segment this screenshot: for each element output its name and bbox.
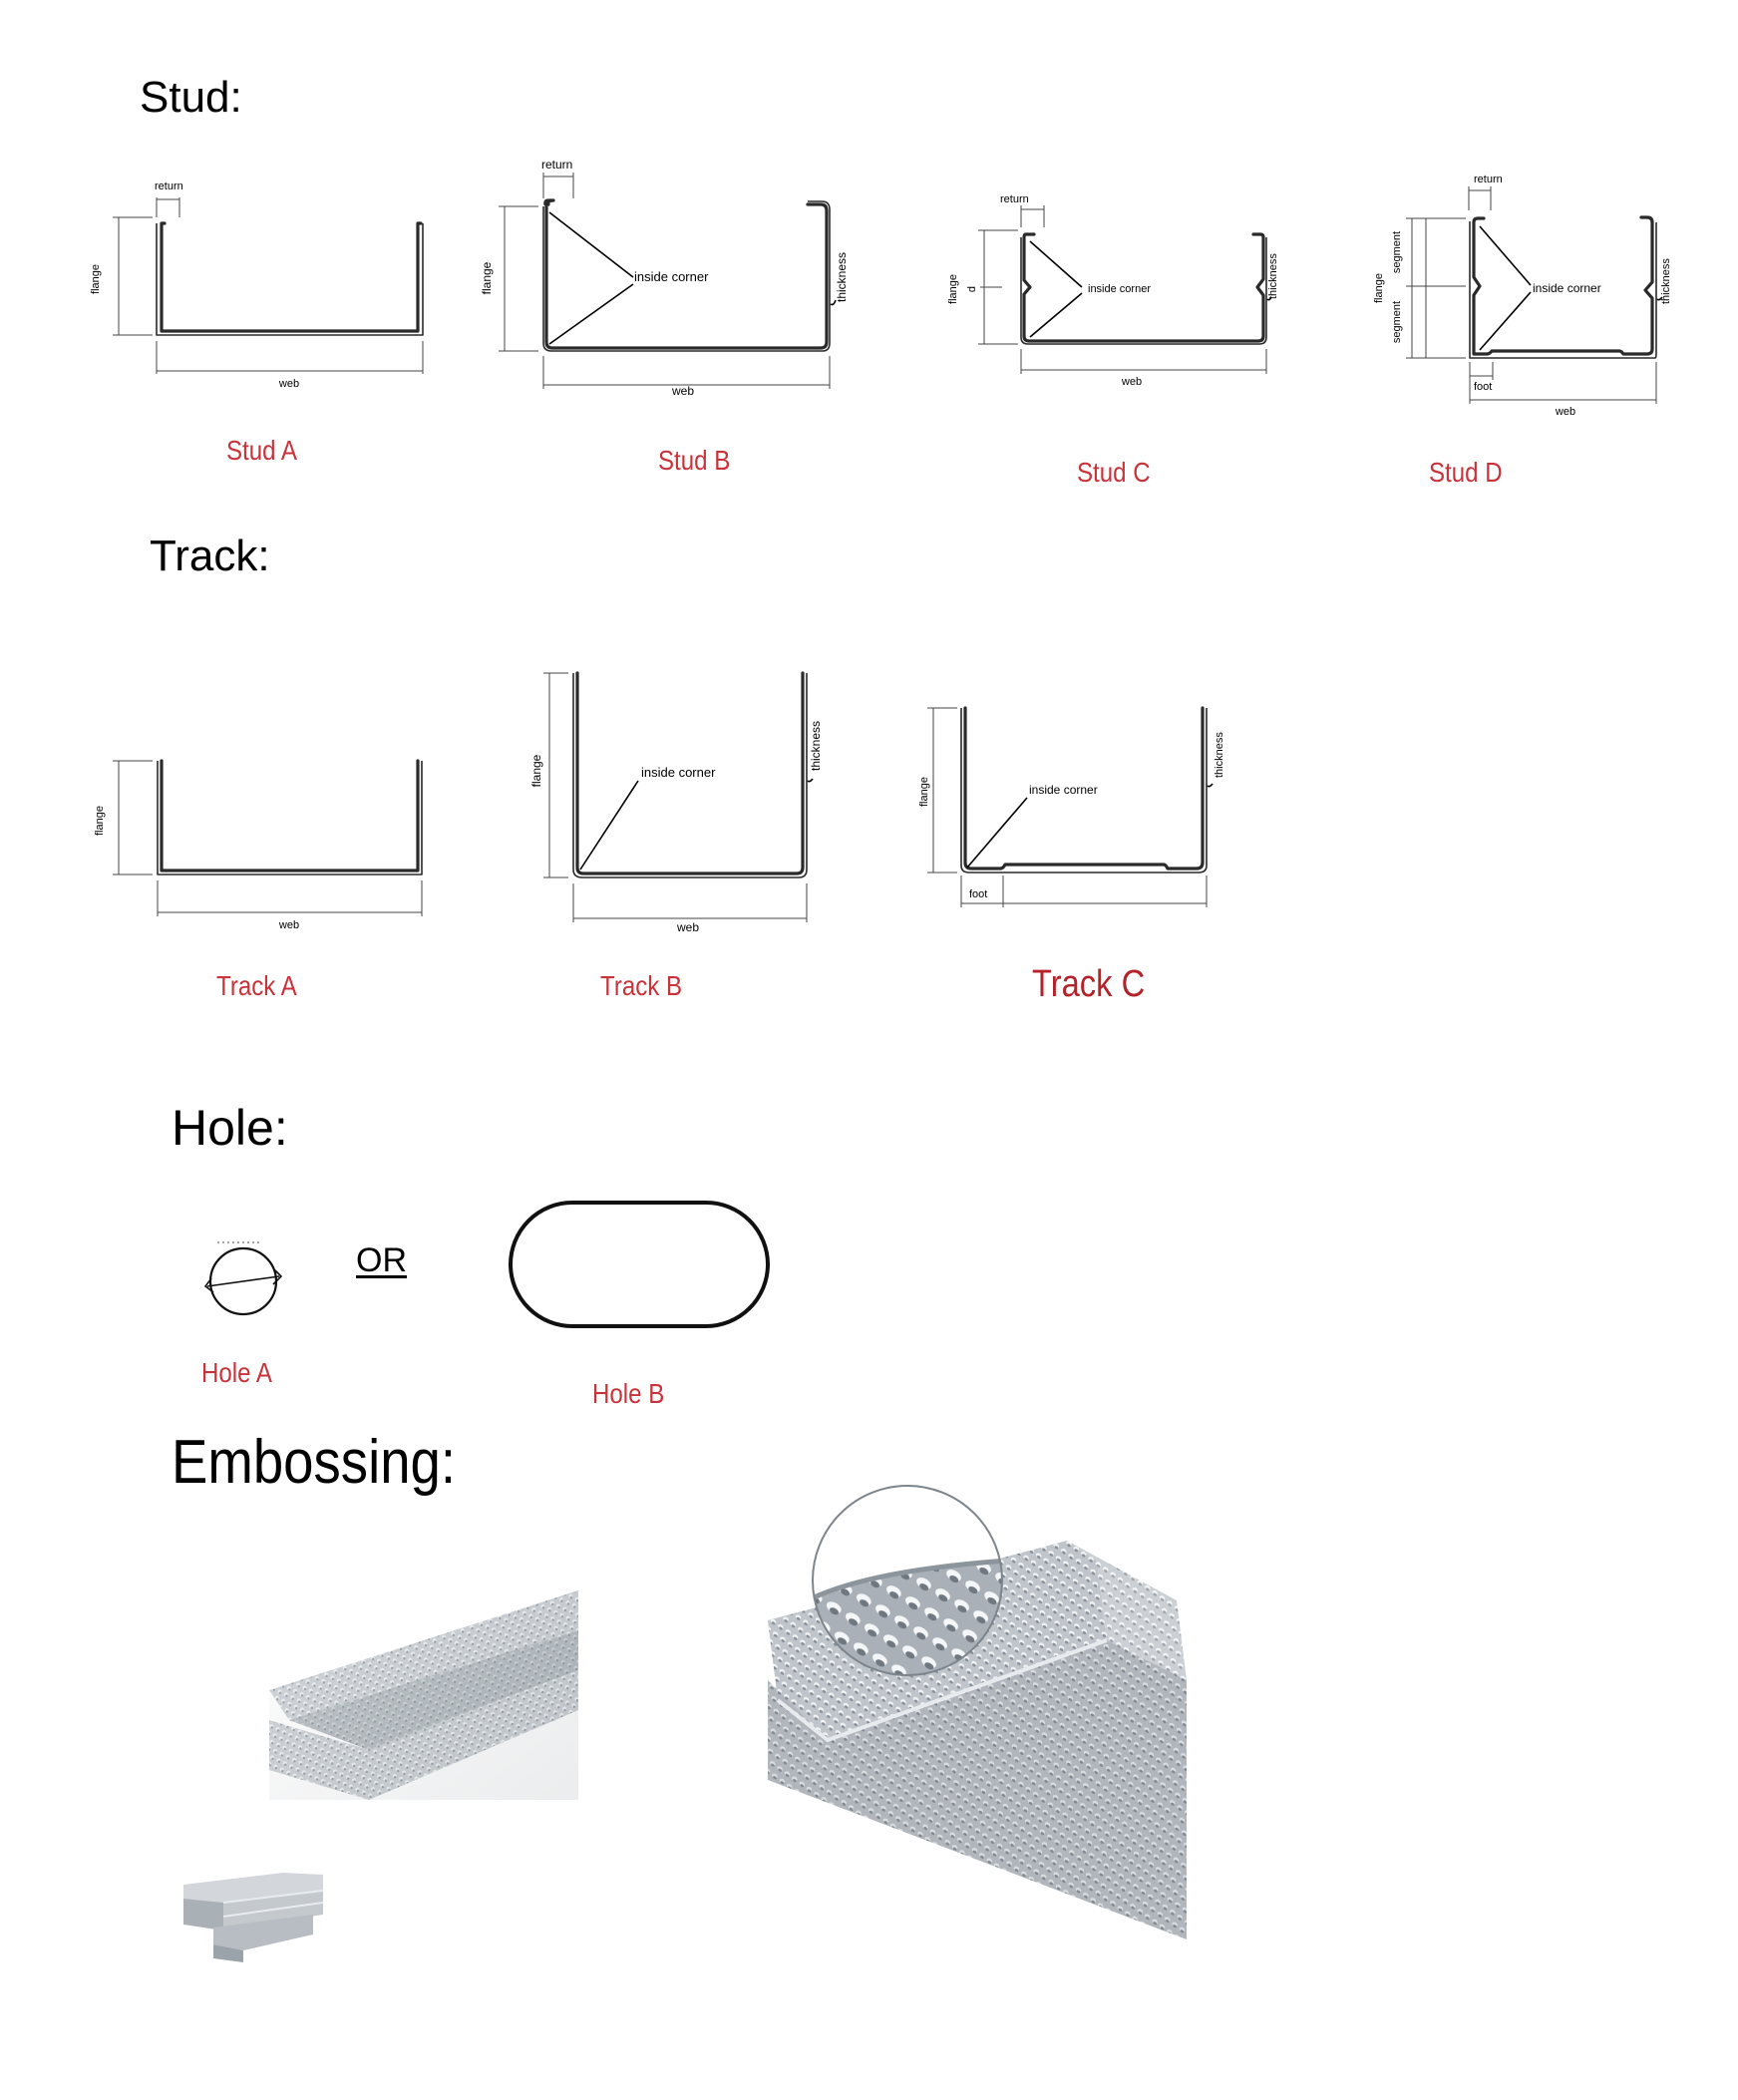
stud-d-diagram [1366, 165, 1695, 424]
track-b-flange-label: flange [529, 754, 543, 788]
track-a-diagram [85, 753, 434, 952]
hole-a-caption: Hole A [201, 1357, 272, 1388]
stud-b-diagram [469, 155, 868, 414]
stud-a-web-label: web [278, 378, 300, 390]
track-a-web-label: web [278, 919, 300, 931]
stud-b-caption: Stud B [658, 445, 731, 476]
stud-b-return-label: return [541, 158, 573, 172]
hole-b-caption: Hole B [592, 1378, 665, 1409]
track-c-diagram [907, 698, 1246, 917]
hole-b-diagram [507, 1199, 772, 1330]
track-b-thickness-label: thickness [809, 720, 823, 771]
embossing-heading: Embossing: [172, 1428, 457, 1497]
stud-a-caption: Stud A [226, 435, 297, 466]
track-heading: Track: [150, 531, 270, 580]
stud-b-web-label: web [671, 384, 695, 398]
stud-c-flange-label: flange [947, 274, 959, 304]
stud-a-flange-label: flange [90, 264, 102, 294]
stud-c-return-label: return [1000, 193, 1029, 205]
embossed-stud-bundle-photo [183, 1873, 323, 1962]
track-c-thickness-label: thickness [1214, 732, 1225, 778]
stud-d-caption: Stud D [1429, 457, 1503, 488]
stud-d-web-label: web [1555, 406, 1576, 418]
stud-d-foot-label: foot [1474, 381, 1493, 393]
stud-d-segment-top-label: segment [1391, 230, 1403, 274]
stud-d-thickness-label: thickness [1660, 258, 1672, 304]
stud-a-return-label: return [155, 180, 183, 192]
stud-d-segment-bottom-label: segment [1391, 300, 1403, 344]
track-c-foot-label: foot [969, 888, 988, 900]
hole-or-label: OR [356, 1241, 407, 1279]
hole-a-diagram [199, 1226, 289, 1316]
track-b-caption: Track B [600, 970, 683, 1001]
stud-heading: Stud: [140, 73, 242, 122]
stud-d-flange-label: flange [1373, 273, 1385, 303]
stud-a-diagram [85, 170, 434, 399]
stud-c-inside-corner-label: inside corner [1088, 283, 1151, 295]
track-b-web-label: web [676, 920, 700, 934]
stud-c-caption: Stud C [1077, 457, 1151, 488]
track-a-flange-label: flange [94, 806, 106, 836]
stud-c-diagram [942, 189, 1281, 409]
stud-c-d-label: d [966, 285, 978, 293]
stud-d-inside-corner-label: inside corner [1533, 281, 1601, 295]
stud-d-return-label: return [1474, 174, 1503, 185]
track-a-caption: Track A [216, 970, 297, 1001]
track-b-inside-corner-label: inside corner [641, 765, 716, 780]
stud-c-web-label: web [1121, 376, 1143, 388]
stud-c-thickness-label: thickness [1267, 253, 1279, 299]
track-c-caption: Track C [1032, 963, 1146, 1005]
hole-b-slot [511, 1203, 768, 1326]
track-c-inside-corner-label: inside corner [1029, 783, 1098, 797]
stud-b-inside-corner-label: inside corner [634, 269, 709, 284]
embossed-closeup-photo [768, 1481, 1187, 1939]
embossed-channel-photo [269, 1590, 578, 1830]
hole-heading: Hole: [172, 1100, 288, 1156]
track-c-flange-label: flange [918, 777, 930, 807]
stud-b-flange-label: flange [480, 261, 494, 295]
track-b-diagram [519, 663, 848, 942]
stud-b-thickness-label: thickness [835, 251, 849, 302]
